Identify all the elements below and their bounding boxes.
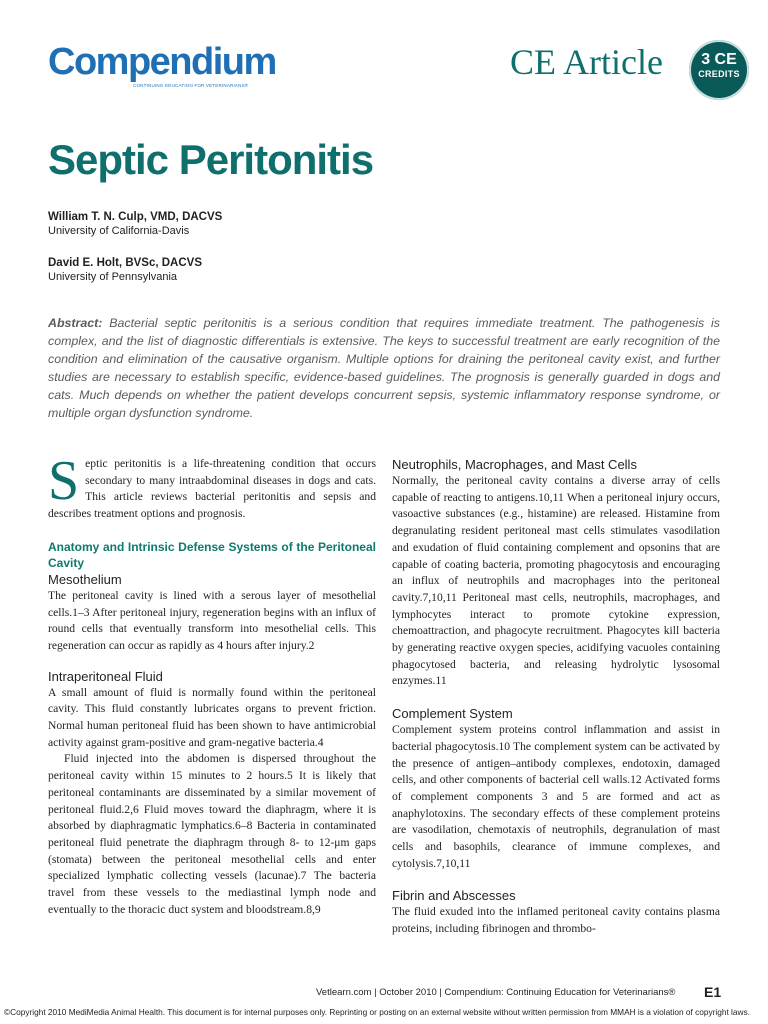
- intro-text: eptic peritonitis is a life-threatening condition that occurs secondary to many intraabdominal diseases in dogs and cats. This article reviews bacterial peritonitis and sepsis and describes treatment options and prognosis.: [48, 457, 376, 521]
- subheading-intraperitoneal-fluid: Intraperitoneal Fluid: [48, 668, 163, 684]
- author-affiliation: University of Pennsylvania: [48, 271, 178, 283]
- author-1: [48, 210, 222, 238]
- footer-line: Vetlearn.com | October 2010 | Compendium: Continuing Education for Veterinarians®: [316, 987, 676, 998]
- copyright-notice: ©Copyright 2010 MediMedia Animal Health. This document is for internal purposes only. Reprinting or posting on an external website without written permission from MMAH is a violation of copyright laws.: [4, 1007, 750, 1017]
- author-2: [48, 256, 202, 284]
- fluid-paragraph-1: A small amount of fluid is normally found within the peritoneal cavity. This fluid constantly lubricates organs to prevent friction. Normal human peritoneal fluid has been shown to have antimicrobial activity against gram-positive and gram-negative bacteria.4: [48, 685, 376, 749]
- left-column: [48, 450, 376, 918]
- author-name: David E. Holt, BVSc, DACVS: [48, 257, 203, 269]
- fluid-paragraph-2: Fluid injected into the abdomen is dispersed throughout the peritoneal cavity within 15 minutes to 2 hours.5 It is likely that peritoneal contaminants are disseminated by a similar movement of peritoneal fluid.2,6 Fluid moves toward the diaphragm, where it is absorbed by diaphragmatic lymphatics.6–8 Bacteria in contaminated peritoneal fluid penetrate the diaphragm through 8- to 12-μm gaps (stomata) between the peritoneal mesothelial cells and enter specialized lymphatic collecting vessels (lacunae).7 The bacteria travel from these vessels to the mediastinal lymph node and eventually to the thoracic duct system and bloodstream.8,9: [48, 752, 376, 916]
- drop-cap: S: [48, 450, 80, 512]
- author-name: William T. N. Culp, VMD, DACVS: [48, 211, 223, 223]
- author-affiliation: University of California-Davis: [48, 225, 190, 237]
- abstract-text: Bacterial septic peritonitis is a serious condition that requires immediate treatment. The pathogenesis is complex, and the list of diagnostic differentials is extensive. The keys to successful treatment are early recognition of the condition and elimination of the causative organism. Multiple options for draining the peritoneal cavity exist, and further studies are necessary to establish specific, evidence-based guidelines. The prognosis is generally guarded in dogs and cats. Much depends on whether the patient develops concurrent sepsis, systemic inflammatory response syndrome, or multiple organ dysfunction syndrome.: [48, 316, 720, 420]
- credits-label: CREDITS: [698, 69, 740, 79]
- article-title: Septic Peritonitis: [48, 136, 374, 183]
- subheading-fibrin: Fibrin and Abscesses: [392, 888, 516, 904]
- complement-paragraph: Complement system proteins control inflammation and assist in bacterial phagocytosis.10 The complement system can be activated by the presence of antigen–antibody complexes, endotoxin, damaged cells, and other components of bacterial cell walls.12 Activated forms of complement components 3 and 5 are formed and act as anaphylotoxins. The secondary effects of these complement proteins are vasodilation, chemotaxis of neutrophils, degranulation of mast cells and basophils, clearance of immune complexes, and cytolysis.7,10,11: [392, 723, 720, 870]
- section-heading-anatomy: Anatomy and Intrinsic Defense Systems of the Peritoneal Cavity: [48, 539, 376, 570]
- abstract-label: Abstract:: [48, 316, 103, 330]
- fibrin-paragraph: The fluid exuded into the inflamed peritoneal cavity contains plasma proteins, including fibrinogen and thrombo-: [392, 905, 720, 936]
- credits-number: 3 CE: [701, 51, 737, 68]
- compendium-logo: Compendium: [48, 41, 276, 83]
- subheading-mesothelium: Mesothelium: [48, 571, 122, 587]
- neutrophils-paragraph: Normally, the peritoneal cavity contains a diverse array of cells capable of reacting to antigens.10,11 When a peritoneal injury occurs, vasoactive substances (e.g., histamine) are released. Histamine from degranulating resident peritoneal mast cells stimulates vasodilation and exudation of fluid containing complement and opsonins that are capable of coating bacteria, promoting phagocytosis and encouraging an influx of neutrophils and macrophages into the peritoneal cavity.7,10,11 Peritoneal mast cells, neutrophils, macrophages, and lymphocytes interact to promote cytokine expression, chemoattraction, and phagocyte recruitment. Phagocytes kill bacteria by generating reactive oxygen species, acidifying vacuoles containing phagocytosed bacteria, and releasing hydrolytic lysosomal enzymes.11: [392, 474, 720, 688]
- subheading-complement: Complement System: [392, 706, 513, 722]
- ce-credits-badge: [689, 40, 749, 100]
- page-number: E1: [704, 984, 722, 1000]
- right-column: [392, 456, 720, 938]
- section-label: CE Article: [510, 42, 663, 82]
- subheading-neutrophils: Neutrophils, Macrophages, and Mast Cells: [392, 457, 637, 472]
- mesothelium-paragraph: The peritoneal cavity is lined with a serous layer of mesothelial cells.1–3 After peritoneal injury, regeneration begins with an influx of round cells that eventually transform into mesothelial cells. This regeneration can occur as rapidly as 4 hours after injury.2: [48, 588, 376, 652]
- abstract: [48, 314, 720, 422]
- intro-paragraph: [48, 450, 376, 523]
- logo-tagline: CONTINUING EDUCATION FOR VETERINARIANS®: [133, 83, 249, 88]
